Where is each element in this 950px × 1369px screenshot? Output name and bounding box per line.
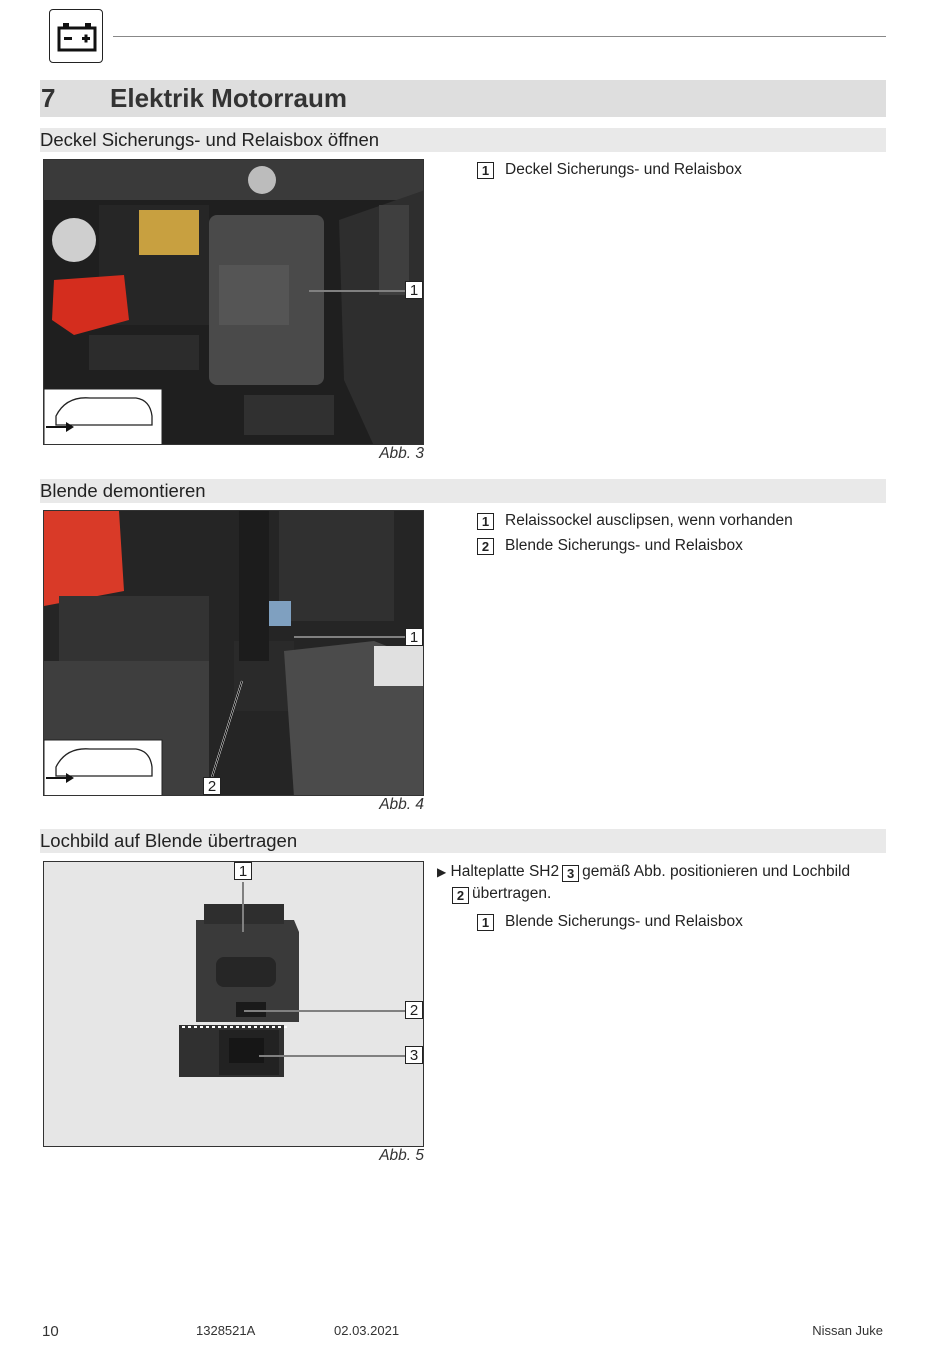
legend-number: 1 xyxy=(477,162,494,179)
legend-text: Relaissockel ausclipsen, wenn vorhanden xyxy=(505,512,793,529)
legend-number: 2 xyxy=(477,538,494,555)
instruction-step xyxy=(437,861,882,904)
callout-1: 1 xyxy=(405,628,423,646)
legend-item xyxy=(477,913,743,931)
header-rule xyxy=(113,36,886,37)
figure-caption: Abb. 4 xyxy=(379,796,424,813)
doc-date: 02.03.2021 xyxy=(334,1323,400,1338)
page-number: 10 xyxy=(42,1323,59,1340)
callout-3: 3 xyxy=(405,1046,423,1064)
legend-text: Deckel Sicherungs- und Relaisbox xyxy=(505,161,742,178)
legend-item xyxy=(477,161,742,179)
section-title: Blende demontieren xyxy=(40,480,206,501)
legend-text: Blende Sicherungs- und Relaisbox xyxy=(505,913,743,930)
callout-1: 1 xyxy=(234,862,252,880)
battery-icon xyxy=(50,10,104,64)
vehicle-model: Nissan Juke xyxy=(812,1323,883,1338)
legend-item xyxy=(477,512,793,530)
section-title: Deckel Sicherungs- und Relaisbox öffnen xyxy=(40,129,380,150)
legend-text: Blende Sicherungs- und Relaisbox xyxy=(505,537,743,554)
callout-2: 2 xyxy=(405,1001,423,1019)
figure-caption: Abb. 5 xyxy=(379,1147,424,1164)
figure-caption: Abb. 3 xyxy=(379,445,424,462)
section-title: Lochbild auf Blende übertragen xyxy=(40,830,298,851)
chapter-number: 7 xyxy=(41,83,56,113)
instruction-number: 2 xyxy=(452,887,469,904)
callout-1: 1 xyxy=(405,281,423,299)
engine-bay-photo xyxy=(43,159,424,445)
instruction-text-part3: übertragen. xyxy=(472,885,552,902)
bullet-arrow-icon: ▶ xyxy=(437,865,447,879)
callout-2: 2 xyxy=(203,777,221,795)
chapter-title: Elektrik Motorraum xyxy=(110,83,347,113)
instruction-text-part2: gemäß Abb. positionieren und Lochbild xyxy=(582,863,851,880)
legend-number: 1 xyxy=(477,914,494,931)
instruction-text-part1: Halteplatte SH2 xyxy=(450,863,560,880)
engine-bay-photo xyxy=(43,510,424,796)
doc-number: 1328521A xyxy=(196,1323,256,1338)
cover-part-photo xyxy=(43,861,424,1147)
instruction-number: 3 xyxy=(562,865,579,882)
legend-item xyxy=(477,537,743,555)
legend-number: 1 xyxy=(477,513,494,530)
battery-icon-box xyxy=(49,9,103,63)
